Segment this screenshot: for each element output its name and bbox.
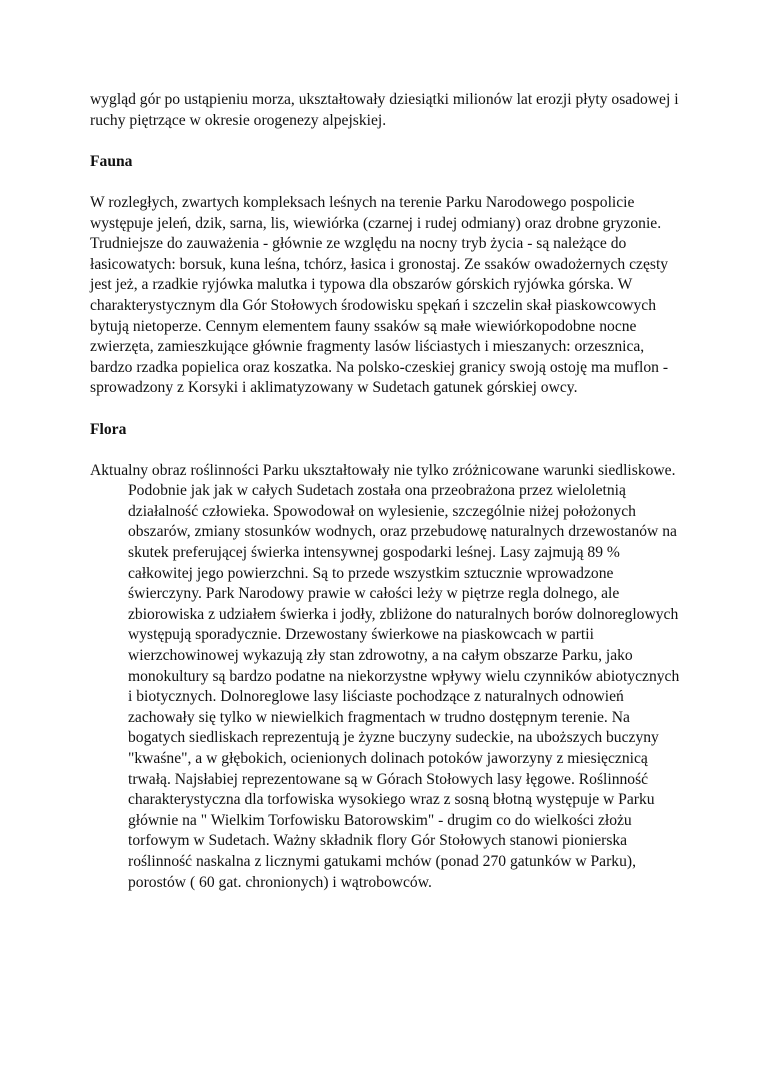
document-page bbox=[90, 90, 680, 893]
flora-heading: Flora bbox=[90, 420, 127, 438]
fauna-heading: Fauna bbox=[90, 152, 133, 170]
flora-paragraph: Aktualny obraz roślinności Parku ukształtowały nie tylko zróżnicowane warunki siedliskowe. Podobnie jak jak w całych Sudetach została ona przeobrażona przez wieloletnią działalność człowieka. Spowodował on wylesienie, szczególnie niżej położonych obszarów, zmiany stosunków wodnych, oraz przebudowę naturalnych drzewostanów na skutek preferującej świerka intensywnej gospodarki leśnej. Lasy zajmują 89 % całkowitej jego powierzchni. Są to przede wszystkim sztucznie wprowadzone świerczyny. Park Narodowy prawie w całości leży w piętrze regla dolnego, ale zbiorowiska z udziałem świerka i jodły, zbliżone do naturalnych borów dolnoreglowych występują sporadycznie. Drzewostany świerkowe na piaskowcach w partii wierzchowinowej wykazują zły stan zdrowotny, a na całym obszarze Parku, jako monokultury są bardzo podatne na niekorzystne wpływy wielu czynników abiotycznych i biotycznych. Dolnoreglowe lasy liściaste pochodzące z naturalnych odnowień zachowały się tylko w niewielkich fragmentach w trudno dostępnym terenie. Na bogatych siedliskach reprezentują je żyzne buczyny sudeckie, na uboższych buczyny "kwaśne", a w głębokich, ocienionych dolinach potoków jaworzyny z miesięcznicą trwałą. Najsłabiej reprezentowane są w Górach Stołowych lasy łęgowe. Roślinność charakterystyczna dla torfowiska wysokiego wraz z sosną błotną występuje w Parku głównie na " Wielkim Torfowisku Batorowskim" - drugim co do wielkości złożu torfowym w Sudetach. Ważny składnik flory Gór Stołowych stanowi pionierska roślinność naskalna z licznymi gatukami mchów (ponad 270 gatunków w Parku), porostów ( 60 gat. chronionych) i wątrobowców. bbox=[90, 461, 680, 891]
fauna-paragraph: W rozległych, zwartych kompleksach leśnych na terenie Parku Narodowego pospolicie występuje jeleń, dzik, sarna, lis, wiewiórka (czarnej i rudej odmiany) oraz drobne gryzonie. Trudniejsze do zauważenia - głównie ze względu na nocny tryb życia - są należące do łasicowatych: borsuk, kuna leśna, tchórz, łasica i gronostaj. Ze ssaków owadożernych częsty jest jeż, a rzadkie ryjówka malutka i typowa dla obszarów górskich ryjówka górska. W charakterystycznym dla Gór Stołowych środowisku spękań i szczelin skał piaskowcowych bytują nietoperze. Cennym elementem fauny ssaków są małe wiewiórkopodobne nocne zwierzęta, zamieszkujące głównie fragmenty lasów liściastych i mieszanych: orzesznica, bardzo rzadka popielica oraz koszatka. Na polsko-czeskiej granicy swoją ostoję ma muflon - sprowadzony z Korsyki i aklimatyzowany w Sudetach gatunek górskiej owcy. bbox=[90, 193, 669, 397]
flora-section bbox=[90, 420, 680, 894]
intro-paragraph: wygląd gór po ustąpieniu morza, ukształtowały dziesiątki milionów lat erozji płyty osadowej i ruchy piętrzące w okresie orogenezy alpejskiej. bbox=[90, 91, 679, 129]
fauna-section bbox=[90, 152, 680, 399]
